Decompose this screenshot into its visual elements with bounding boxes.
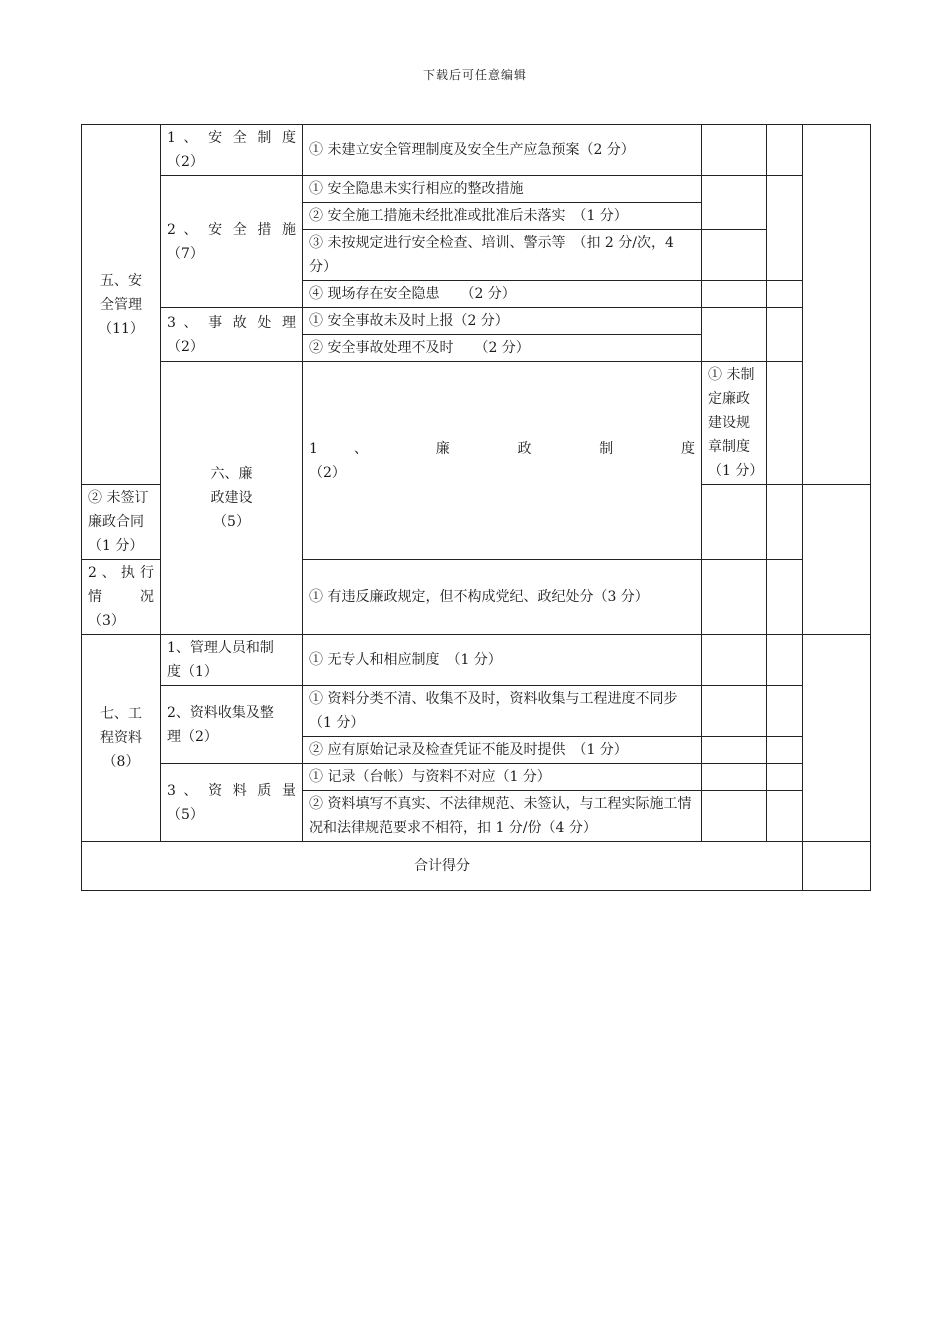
score-cell [702,230,767,281]
table-row [82,176,871,203]
criteria-cell: ③ 未按规定进行安全检查、培训、警示等 （扣 2 分/次，4 分） [303,230,702,281]
subcategory-cell: 1 、 廉 政 制 度 （2） [303,362,702,560]
score-cell [767,764,803,791]
criteria-cell: ① 记录（台帐）与资料不对应（1 分） [303,764,702,791]
criteria-cell: ④ 现场存在安全隐患 （2 分） [303,281,702,308]
score-cell [767,686,803,737]
score-cell [767,125,803,176]
page-header: 下载后可任意编辑 [422,68,527,82]
score-cell [702,791,767,842]
criteria-cell: ① 未建立安全管理制度及安全生产应急预案（2 分） [303,125,702,176]
score-cell [767,560,803,635]
criteria-cell: ① 无专人和相应制度 （1 分） [303,635,702,686]
category-cell: 五、安 全管理 （11） [82,125,161,485]
table-row [82,686,871,737]
criteria-cell: ① 资料分类不清、收集不及时，资料收集与工程进度不同步（1 分） [303,686,702,737]
score-cell [702,308,767,362]
section-score-cell [803,635,871,842]
score-cell [767,791,803,842]
score-cell [702,737,767,764]
subcategory-cell: 2 、 安 全 措 施 （7） [161,176,303,308]
table-row [82,764,871,791]
table-row [82,635,871,686]
subcategory-cell: 1 、 安 全 制 度 （2） [161,125,303,176]
score-cell [702,686,767,737]
subcategory-cell: 1、管理人员和制 度（1） [161,635,303,686]
subcategory-cell: 3 、 资 料 质 量 （5） [161,764,303,842]
criteria-cell: ② 资料填写不真实、不法律规范、未签认，与工程实际施工情况和法律规范要求不相符，扣 1 分/份（4 分） [303,791,702,842]
score-cell [767,737,803,764]
table-row [82,308,871,335]
criteria-cell: ① 未制定廉政建设规章制度（1 分） [702,362,767,485]
score-cell [767,281,803,308]
score-cell [702,485,767,560]
scoring-table [81,124,871,891]
score-cell [767,362,803,485]
score-cell [702,125,767,176]
criteria-cell: ① 安全事故未及时上报（2 分） [303,308,702,335]
total-score-label: 合计得分 [82,842,803,891]
criteria-cell: ① 安全隐患未实行相应的整改措施 [303,176,702,203]
subcategory-cell: 3 、 事 故 处 理 （2） [161,308,303,362]
subcategory-cell: 2、资料收集及整 理（2） [161,686,303,764]
score-cell [767,308,803,362]
score-cell [767,635,803,686]
category-cell: 七、工 程资料 （8） [82,635,161,842]
category-cell: 六、廉 政建设 （5） [161,362,303,635]
score-cell [702,560,767,635]
section-score-cell [803,125,871,485]
score-cell [702,635,767,686]
score-cell [702,764,767,791]
table-row [82,125,871,176]
criteria-cell: ② 未签订廉政合同（1 分） [82,485,161,560]
total-score-cell [803,842,871,891]
criteria-cell: ① 有违反廉政规定，但不构成党纪、政纪处分（3 分） [303,560,702,635]
score-cell [767,176,803,281]
score-cell [702,281,767,308]
score-cell [702,176,767,230]
score-cell [767,485,803,560]
table-row [82,842,871,891]
table-row [82,362,871,485]
criteria-cell: ② 安全施工措施未经批准或批准后未落实 （1 分） [303,203,702,230]
subcategory-cell: 2 、 执 行 情 况 （3） [82,560,161,635]
criteria-cell: ② 应有原始记录及检查凭证不能及时提供 （1 分） [303,737,702,764]
criteria-cell: ② 安全事故处理不及时 （2 分） [303,335,702,362]
